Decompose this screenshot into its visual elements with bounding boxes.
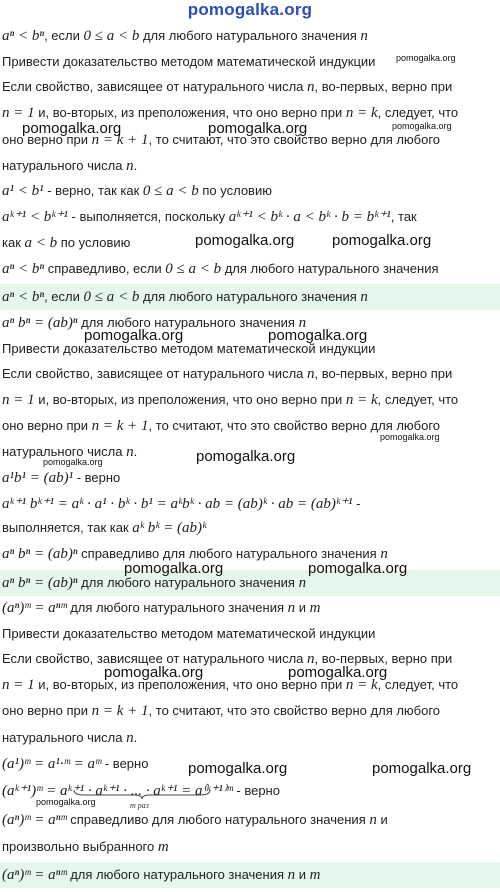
text-fragment: , во-первых, верно при bbox=[314, 366, 453, 381]
text-fragment: и bbox=[376, 812, 388, 827]
math-expression: a¹b¹ = (ab)¹ bbox=[2, 470, 74, 486]
text-fragment: и bbox=[295, 600, 310, 615]
text-fragment: . bbox=[133, 730, 138, 745]
watermark: pomogalka.org bbox=[208, 120, 308, 137]
math-expression: n = k bbox=[345, 392, 378, 408]
math-expression: n = k + 1 bbox=[91, 132, 149, 148]
math-expression: n = k + 1 bbox=[91, 418, 149, 434]
text-fragment: , если bbox=[44, 28, 84, 43]
text-line bbox=[0, 597, 500, 619]
watermark: pomogalka.org bbox=[22, 120, 122, 137]
math-expression: aⁿ bⁿ = (ab)ⁿ bbox=[2, 575, 78, 591]
text-fragment: Если свойство, зависящее от натурального числа bbox=[2, 651, 307, 666]
watermark: pomogalka.org bbox=[43, 457, 103, 467]
text-fragment: выполняется, так как bbox=[2, 520, 133, 535]
text-fragment: , следует, что bbox=[377, 105, 459, 120]
text-fragment: справедливо для любого натурального значения bbox=[66, 812, 370, 827]
math-expression: aᵏ⁺¹ < bᵏ⁺¹ bbox=[2, 209, 68, 225]
text-fragment: - верно bbox=[73, 470, 121, 485]
math-expression: n bbox=[307, 79, 315, 95]
watermark: pomogalka.org bbox=[36, 797, 96, 807]
text-fragment: оно верно при bbox=[2, 132, 92, 147]
text-line bbox=[0, 25, 500, 47]
watermark: pomogalka.org bbox=[380, 432, 440, 442]
watermark: pomogalka.org bbox=[188, 760, 288, 777]
watermark: pomogalka.org bbox=[332, 232, 432, 249]
text-fragment: , следует, что bbox=[377, 677, 459, 692]
watermark: pomogalka.org bbox=[104, 664, 204, 681]
math-expression: (a¹)ᵐ = a¹·ᵐ = aᵐ bbox=[2, 756, 102, 772]
math-expression: aⁿ < bⁿ bbox=[2, 289, 45, 305]
text-line bbox=[0, 727, 500, 749]
math-expression: n = 1 bbox=[2, 677, 35, 693]
text-fragment: Привести доказательство методом математической индукции bbox=[2, 341, 376, 356]
text-line bbox=[0, 338, 500, 360]
text-fragment: , то считают, что это свойство верно для любого bbox=[148, 418, 441, 433]
math-expression: n bbox=[126, 444, 134, 460]
text-fragment: оно верно при bbox=[2, 418, 92, 433]
header-watermark: pomogalka.org bbox=[187, 0, 313, 19]
math-expression: n = 1 bbox=[2, 392, 35, 408]
watermark: pomogalka.org bbox=[196, 448, 296, 465]
text-line bbox=[0, 623, 500, 645]
watermark: pomogalka.org bbox=[84, 327, 184, 344]
text-fragment: - верно, так как bbox=[43, 183, 143, 198]
text-fragment: . bbox=[133, 158, 138, 173]
text-fragment: справедливо, если bbox=[44, 261, 166, 276]
watermark: pomogalka.org bbox=[288, 664, 388, 681]
highlighted-result-line bbox=[0, 570, 500, 596]
math-expression: 0 ≤ a < b bbox=[83, 28, 140, 44]
math-expression: n bbox=[287, 600, 296, 616]
watermark: pomogalka.org bbox=[372, 760, 472, 777]
text-line bbox=[0, 648, 500, 670]
text-line bbox=[0, 467, 500, 489]
text-line bbox=[0, 312, 500, 334]
text-line bbox=[0, 389, 500, 411]
math-expression: n = 1 bbox=[2, 105, 35, 121]
watermark: pomogalka.org bbox=[124, 560, 224, 577]
text-fragment: Привести доказательство методом математической индукции bbox=[2, 54, 376, 69]
text-fragment: , во-первых, верно при bbox=[314, 651, 453, 666]
math-expression: a < b bbox=[24, 235, 58, 251]
text-fragment: для любого натурального значения bbox=[139, 28, 361, 43]
math-expression: (aⁿ)ᵐ = aⁿᵐ bbox=[2, 600, 67, 616]
math-expression: n bbox=[298, 575, 307, 591]
text-fragment: для любого натурального значения bbox=[139, 289, 361, 304]
math-expression: (aⁿ)ᵐ = aⁿᵐ bbox=[2, 867, 67, 883]
math-expression: 0 ≤ a < b bbox=[83, 289, 140, 305]
text-fragment: , так bbox=[390, 209, 417, 224]
text-fragment: для любого натурального значения bbox=[221, 261, 439, 276]
highlighted-result-line bbox=[0, 862, 500, 888]
math-expression: 0 ≤ a < b bbox=[142, 183, 199, 199]
text-fragment: и, во-вторых, из преположения, что оно верно при bbox=[34, 677, 346, 692]
watermark: pomogalka.org bbox=[268, 327, 368, 344]
text-line bbox=[0, 700, 500, 722]
text-fragment: , если bbox=[44, 289, 84, 304]
text-fragment: по условию bbox=[57, 235, 131, 250]
text-line bbox=[0, 493, 500, 515]
text-fragment: и, во-вторых, из преположения, что оно верно при bbox=[34, 392, 346, 407]
text-fragment: оно верно при bbox=[2, 703, 92, 718]
math-expression: aⁿ < bⁿ bbox=[2, 261, 45, 277]
watermark: pomogalka.org bbox=[392, 121, 452, 131]
text-line bbox=[0, 258, 500, 280]
brace-label: m раз bbox=[130, 801, 149, 810]
math-expression: n bbox=[126, 730, 134, 746]
text-fragment: справедливо для любого натурального значения bbox=[77, 546, 381, 561]
math-expression: n bbox=[380, 546, 388, 562]
watermark: pomogalka.org bbox=[308, 560, 408, 577]
math-expression: n bbox=[360, 289, 368, 305]
text-fragment: - верно bbox=[232, 783, 280, 798]
text-fragment: , во-первых, верно при bbox=[314, 79, 453, 94]
math-expression: m bbox=[309, 867, 321, 883]
text-fragment: - верно bbox=[101, 756, 149, 771]
text-fragment: натурального числа bbox=[2, 730, 127, 745]
text-line bbox=[0, 76, 500, 98]
text-fragment: Если свойство, зависящее от натурального числа bbox=[2, 79, 307, 94]
math-expression: 0 ≤ a < b bbox=[165, 261, 222, 277]
text-fragment: по условию bbox=[198, 183, 272, 198]
math-expression: n bbox=[298, 315, 307, 331]
text-fragment: . bbox=[133, 444, 138, 459]
text-fragment: и bbox=[295, 867, 310, 882]
math-expression: n = k bbox=[345, 677, 378, 693]
highlighted-result-line bbox=[0, 284, 500, 310]
text-fragment: Привести доказательство методом математической индукции bbox=[2, 626, 376, 641]
text-line bbox=[0, 517, 500, 539]
math-expression: n bbox=[360, 28, 368, 44]
math-expression: n bbox=[307, 651, 315, 667]
math-expression: aᵏ bᵏ = (ab)ᵏ bbox=[132, 520, 207, 536]
text-fragment: Если свойство, зависящее от натурального числа bbox=[2, 366, 307, 381]
math-expression: aᵏ⁺¹ < bᵏ · a < bᵏ · b = bᵏ⁺¹ bbox=[228, 209, 391, 225]
math-expression: (aᵏ⁺¹)ᵐ = aᵏ⁺¹ · aᵏ⁺¹ · ... · aᵏ⁺¹ = a⁽ᵏ⁺¹⁾ᵐ bbox=[2, 783, 233, 799]
text-fragment: для любого натурального значения bbox=[66, 867, 288, 882]
text-line bbox=[0, 836, 500, 858]
text-fragment: натурального числа bbox=[2, 158, 127, 173]
text-line bbox=[0, 363, 500, 385]
math-expression: n = k bbox=[345, 105, 378, 121]
watermark: pomogalka.org bbox=[195, 232, 295, 249]
math-expression: n bbox=[369, 812, 377, 828]
math-expression: aⁿ bⁿ = (ab)ⁿ bbox=[2, 315, 78, 331]
text-fragment: - bbox=[352, 496, 361, 511]
text-fragment: , то считают, что это свойство верно для любого bbox=[148, 132, 441, 147]
text-line bbox=[0, 543, 500, 565]
math-expression: n bbox=[307, 366, 315, 382]
math-expression: (aⁿ)ᵐ = aⁿᵐ bbox=[2, 812, 67, 828]
text-fragment: для любого натурального значения bbox=[77, 315, 299, 330]
math-expression: a¹ < b¹ bbox=[2, 183, 44, 199]
math-expression: m bbox=[309, 600, 321, 616]
math-expression: n bbox=[126, 158, 134, 174]
text-line bbox=[0, 180, 500, 202]
text-fragment: - выполняется, поскольку bbox=[67, 209, 229, 224]
math-expression: aⁿ bⁿ = (ab)ⁿ bbox=[2, 546, 78, 562]
math-expression: n bbox=[287, 867, 296, 883]
text-fragment: для любого натурального значения bbox=[77, 575, 299, 590]
text-line bbox=[0, 809, 500, 831]
text-line bbox=[0, 155, 500, 177]
math-expression: m bbox=[157, 839, 169, 855]
text-fragment: , следует, что bbox=[377, 392, 459, 407]
math-expression: aᵏ⁺¹ bᵏ⁺¹ = aᵏ · a¹ · bᵏ · b¹ = aᵏbᵏ · ab = (ab)ᵏ · ab = (ab)ᵏ⁺¹ bbox=[2, 496, 353, 512]
text-fragment: произвольно выбранного bbox=[2, 839, 158, 854]
text-line bbox=[0, 206, 500, 228]
watermark: pomogalka.org bbox=[396, 53, 456, 63]
text-fragment: , то считают, что это свойство верно для любого bbox=[148, 703, 441, 718]
text-fragment: для любого натурального значения bbox=[66, 600, 288, 615]
text-fragment: как bbox=[2, 235, 25, 250]
text-fragment: и, во-вторых, из преположения, что оно верно при bbox=[34, 105, 346, 120]
math-expression: n = k + 1 bbox=[91, 703, 149, 719]
math-expression: aⁿ < bⁿ bbox=[2, 28, 45, 44]
text-fragment: натурального числа bbox=[2, 444, 127, 459]
text-line bbox=[0, 674, 500, 696]
